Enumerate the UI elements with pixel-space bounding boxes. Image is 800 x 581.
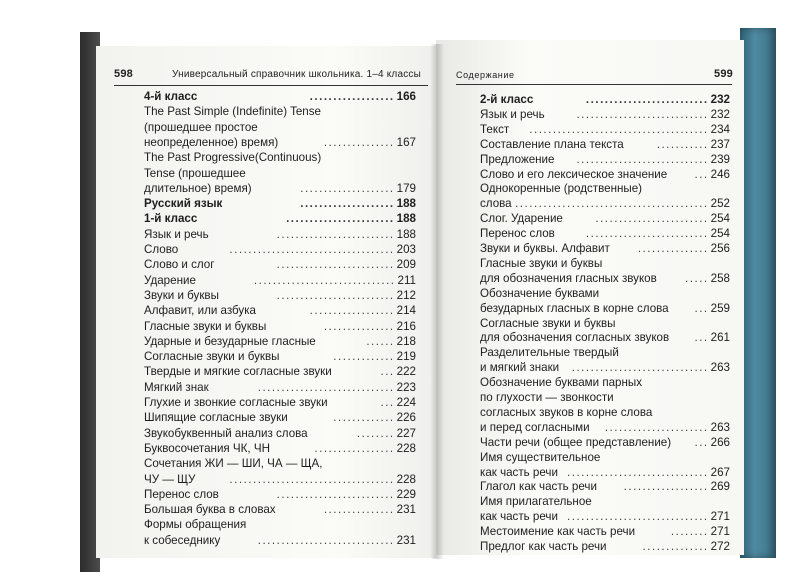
toc-entry-title: к собеседнику: [144, 533, 221, 547]
toc-entry-leader: .............................: [571, 361, 709, 375]
left-page: [96, 46, 436, 558]
toc-entry-leader: ............................: [576, 107, 709, 121]
toc-entry-title: Слово и слог: [144, 258, 215, 272]
toc-entry-page: 263: [710, 361, 730, 375]
toc-entry-leader: ..........................: [585, 93, 709, 106]
toc-entry-leader: .........................: [276, 288, 395, 302]
toc-entry-title: Мягкий знак: [144, 380, 209, 394]
toc-entry-page: 231: [396, 503, 416, 517]
toc-entry-leader: ..................: [309, 304, 395, 318]
page-number-right: 599: [714, 68, 733, 80]
toc-entry-title: 2-й класс: [480, 93, 534, 106]
toc-entry-title: Обозначение буквами: [480, 286, 600, 300]
toc-entry-title: Звуки и буквы. Алфавит: [480, 242, 610, 255]
toc-entry-title: для обозначения согласных звуков: [480, 331, 670, 345]
toc-entry-title: The Past Progressive(Continuous): [144, 151, 322, 165]
toc-entry-page: 219: [396, 350, 416, 364]
toc-entry-page: 218: [396, 334, 416, 348]
toc-entry-page: 228: [396, 441, 416, 455]
toc-entry-page: 209: [396, 258, 416, 272]
toc-entry-leader: ...: [380, 396, 395, 409]
toc-entry-title: ЧУ — ЩУ: [144, 472, 196, 486]
toc-entry-title: Местоимение как часть речи: [480, 525, 636, 539]
toc-entry-title: Согласные звуки и буквы: [480, 316, 616, 330]
toc-entry-page: 229: [396, 487, 416, 501]
toc-entry-leader: ...........: [656, 137, 709, 151]
toc-entry-page: 234: [710, 122, 730, 136]
toc-entry-title: Перенос слов: [480, 227, 555, 241]
toc-entry-page: 261: [710, 331, 730, 345]
toc-entry-leader: .........................: [276, 487, 395, 501]
toc-entry-title: по глухости — звонкости: [480, 391, 614, 404]
toc-entry-leader: ........: [670, 525, 709, 539]
toc-entry-title: Имя существительное: [480, 450, 601, 464]
toc-entry-title: слова: [480, 197, 512, 211]
toc-entry-page: 266: [710, 435, 730, 449]
running-header-right: Содержание: [456, 70, 515, 80]
toc-entry-leader: ..........................: [585, 227, 709, 241]
toc-entry-page: 222: [396, 365, 416, 379]
toc-entry-page: 188: [396, 212, 416, 226]
toc-entry-leader: .................: [314, 441, 395, 455]
toc-entry-leader: .............: [333, 411, 395, 425]
toc-entry-title: Формы обращения: [144, 518, 247, 532]
toc-entry-leader: ...: [694, 435, 709, 449]
toc-entry-title: Звуки и буквы: [144, 288, 219, 302]
toc-entry-leader: ......................: [604, 420, 709, 434]
toc-entry-leader: ...: [694, 301, 709, 315]
toc-entry-title: и перед согласными: [480, 420, 590, 434]
toc-entry-leader: ...............: [323, 135, 395, 149]
toc-entry-page: 212: [396, 288, 416, 302]
toc-entry-title: как часть речи: [480, 510, 558, 524]
toc-entry-title: Алфавит, или азбука: [144, 304, 256, 318]
toc-entry-leader: ...............: [637, 242, 709, 255]
toc-entry-title: Предложение: [480, 152, 555, 166]
toc-entry-leader: ...................................: [229, 243, 395, 256]
toc-entry-page: 271: [710, 525, 730, 539]
toc-entry-leader: ..............: [642, 540, 709, 553]
toc-entry-leader: ..............................: [567, 465, 709, 479]
toc-entry-leader: ....................: [300, 181, 395, 195]
toc-entry-title: Гласные звуки и буквы: [480, 256, 603, 270]
toc-entry-page: 214: [396, 304, 416, 318]
toc-entry-leader: ..............................: [253, 273, 396, 287]
toc-entry-title: (прошедшее простое: [144, 120, 258, 134]
toc-entry-title: Русский язык: [144, 197, 223, 211]
book-gutter: [430, 44, 444, 559]
toc-entry-title: Согласные звуки и буквы: [144, 350, 280, 364]
toc-entry-leader: ...: [694, 167, 709, 181]
toc-entry-page: 256: [710, 242, 730, 255]
toc-entry-title: Обозначение буквами парных: [480, 376, 643, 390]
toc-entry-title: длительное) время): [144, 181, 252, 195]
toc-entry-title: Слово: [144, 243, 179, 256]
toc-entry-page: 246: [710, 167, 730, 181]
toc-entry-title: Ударные и безударные гласные: [144, 334, 316, 348]
toc-entry-title: для обозначения гласных звуков: [480, 271, 657, 285]
toc-entry-leader: .....: [685, 271, 709, 285]
toc-entry-title: Звукобуквенный анализ слова: [144, 426, 308, 440]
toc-entry-leader: ............................: [576, 152, 709, 166]
toc-entry-leader: ..................: [309, 90, 395, 103]
toc-entry-page: 254: [710, 227, 730, 241]
toc-entry-title: Большая буква в словах: [144, 503, 276, 517]
toc-entry-leader: ......................................: [529, 122, 709, 136]
toc-entry-page: 203: [396, 243, 416, 256]
toc-entry-page: 216: [396, 319, 416, 333]
toc-entry-title: неопределенное) время): [144, 135, 279, 149]
toc-entry-page: 254: [710, 212, 730, 226]
toc-entry-page: 269: [710, 480, 730, 494]
toc-entry-title: The Past Simple (Indefinite) Tense: [144, 105, 322, 119]
toc-entry-page: 224: [396, 396, 416, 409]
toc-entry-page: 226: [396, 411, 416, 425]
toc-entry-page: 237: [710, 137, 730, 151]
toc-entry-leader: .........................................: [515, 197, 709, 211]
toc-entry-title: 4-й класс: [144, 90, 198, 103]
toc-entry-title: Текст: [480, 122, 510, 136]
toc-entry-title: Гласные звуки и буквы: [144, 319, 267, 333]
toc-entry-title: Слог. Ударение: [480, 212, 563, 226]
toc-entry-leader: ...................................: [229, 472, 395, 486]
toc-entry-leader: .............: [333, 350, 395, 364]
toc-entry-leader: ..............................: [567, 510, 709, 524]
toc-entry-leader: .............................: [257, 380, 395, 394]
toc-entry-leader: ....................: [300, 197, 395, 211]
header-rule-left: [114, 85, 428, 86]
toc-entry-page: 231: [396, 533, 416, 547]
toc-entry-title: согласных звуков в корне слова: [480, 405, 653, 419]
toc-entry-page: 258: [710, 271, 730, 285]
toc-entry-leader: ........................: [595, 212, 709, 226]
header-rule-right: [456, 84, 732, 85]
toc-entry-title: Разделительные твердый: [480, 346, 619, 360]
book-cover-edge-right: [740, 28, 776, 558]
toc-entry-title: Имя прилагательное: [480, 495, 592, 509]
toc-entry-title: Tense (прошедшее: [144, 166, 246, 180]
toc-entry-page: 232: [710, 93, 730, 106]
toc-entry-leader: ...: [380, 365, 395, 379]
toc-entry-title: и мягкий знаки: [480, 361, 560, 375]
toc-entry-title: Буквосочетания ЧК, ЧН: [144, 441, 270, 455]
toc-entry-page: 179: [396, 181, 416, 195]
toc-entry-page: 166: [396, 90, 416, 103]
toc-entry-title: Предлог как часть речи: [480, 540, 607, 553]
toc-entry-title: Глагол как часть речи: [480, 480, 597, 494]
toc-entry-leader: .........................: [276, 258, 395, 272]
toc-entry-leader: ......: [366, 334, 395, 348]
toc-entry-title: безударных гласных в корне слова: [480, 301, 669, 315]
toc-entry-title: Сочетания ЖИ — ШИ, ЧА — ЩА,: [144, 457, 323, 471]
toc-entry-title: Твердые и мягкие согласные звуки: [144, 365, 332, 379]
toc-entry-page: 263: [710, 420, 730, 434]
toc-entry-page: 211: [397, 273, 416, 287]
toc-entry-title: Язык и речь: [480, 107, 545, 121]
toc-entry-leader: .........................: [276, 227, 395, 241]
toc-entry-page: 167: [396, 135, 416, 149]
toc-entry-leader: ........: [356, 426, 395, 440]
toc-entry-title: Части речи (общее представление): [480, 435, 672, 449]
toc-entry-title: Составление плана текста: [480, 137, 624, 151]
toc-entry-page: 259: [710, 301, 730, 315]
toc-entry-title: Однокоренные (родственные): [480, 182, 643, 196]
toc-entry-title: как часть речи: [480, 465, 558, 479]
toc-entry-leader: ...: [694, 331, 709, 345]
toc-entry-leader: .......................: [286, 212, 395, 226]
toc-entry-page: 188: [396, 227, 416, 241]
toc-entry-page: 188: [396, 197, 416, 211]
toc-entry-page: 223: [396, 380, 416, 394]
toc-entry-leader: ...............: [323, 503, 395, 517]
toc-entry-title: Перенос слов: [144, 487, 219, 501]
right-page: [436, 40, 744, 555]
toc-entry-page: 252: [710, 197, 730, 211]
toc-entry-leader: ..................: [623, 480, 709, 494]
toc-entry-page: 272: [710, 540, 730, 553]
toc-entry-title: 1-й класс: [144, 212, 198, 226]
toc-entry-title: Шипящие согласные звуки: [144, 411, 288, 425]
toc-entry-title: Ударение: [144, 273, 196, 287]
toc-entry-page: 267: [710, 465, 730, 479]
toc-entry-page: 227: [396, 426, 416, 440]
running-header-left: Универсальный справочник школьника. 1–4 классы: [172, 69, 422, 80]
toc-entry-page: 232: [710, 107, 730, 121]
toc-entry-page: 239: [710, 152, 730, 166]
toc-entry-page: 228: [396, 472, 416, 486]
toc-entry-leader: ...............: [323, 319, 395, 333]
page-number-left: 598: [114, 68, 133, 80]
toc-entry-page: 271: [710, 510, 730, 524]
toc-entry-title: Язык и речь: [144, 227, 209, 241]
toc-entry-title: Слово и его лексическое значение: [480, 167, 668, 181]
toc-entry-title: Глухие и звонкие согласные звуки: [144, 396, 328, 409]
toc-entry-leader: .............................: [257, 533, 395, 547]
